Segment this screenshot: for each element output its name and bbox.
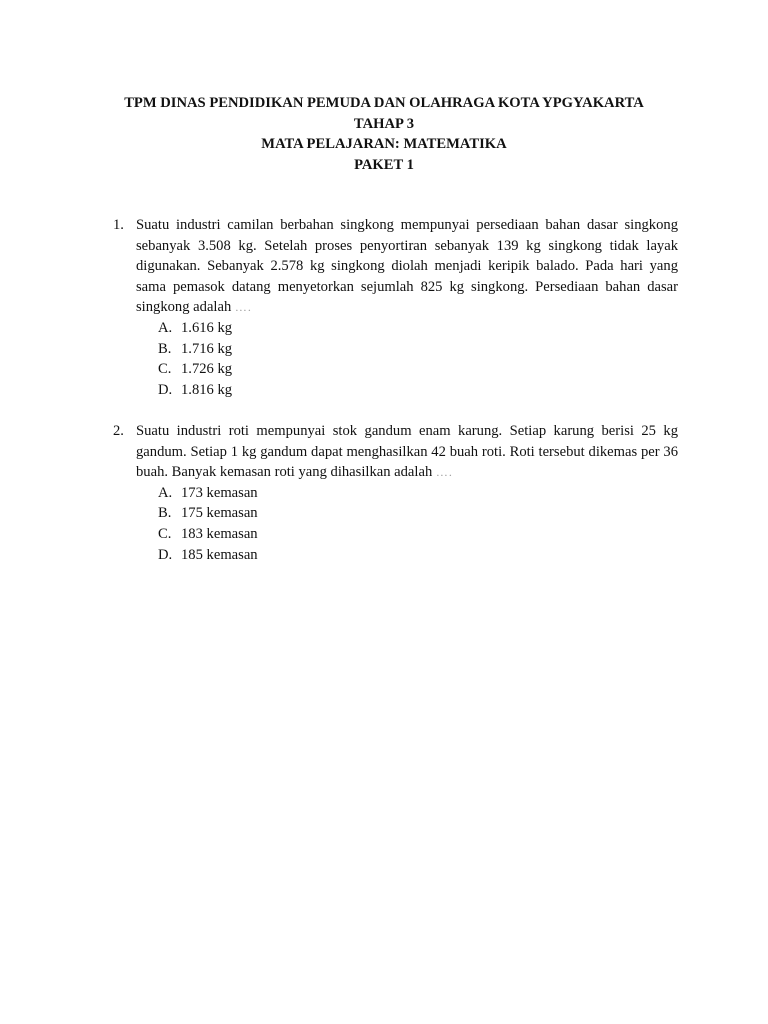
question-number: 1.	[113, 217, 124, 233]
option-d	[158, 380, 678, 401]
option-letter: C.	[158, 525, 172, 542]
option-text: 1.816 kg	[181, 381, 233, 398]
question-text	[136, 421, 678, 483]
option-c	[158, 524, 678, 545]
header-package: PAKET 1	[354, 156, 414, 173]
option-b	[158, 339, 678, 360]
option-letter: C.	[158, 361, 172, 378]
header-subject: MATA PELAJARAN: MATEMATIKA	[261, 136, 507, 152]
option-letter: B.	[158, 340, 172, 357]
answer-blank: ….	[234, 300, 252, 315]
question-1	[113, 215, 678, 400]
question-body: Suatu industri camilan berbahan singkong mempunyai persediaan bahan dasar singkong sebanyak 3.508 kg. Setelah proses penyortiran sebanyak 139 kg singkong tidak layak digunakan. Sebanyak 2.578 kg singkong diolah menjadi keripik balado. Pada hari yang sama pemasok datang menyetorkan sejumlah 825 kg singkong. Persediaan bahan dasar singkong adalah	[136, 217, 678, 316]
option-a	[158, 483, 678, 504]
option-a	[158, 318, 678, 339]
option-text: 173 kemasan	[181, 484, 258, 501]
question-text	[136, 215, 678, 318]
option-text: 1.716 kg	[181, 340, 233, 357]
option-list	[113, 318, 678, 400]
question-2	[113, 421, 678, 565]
option-c	[158, 359, 678, 380]
answer-blank: ….	[435, 465, 453, 480]
header-stage: TAHAP 3	[353, 115, 415, 132]
document-header	[0, 93, 768, 175]
option-text: 175 kemasan	[181, 505, 258, 522]
option-letter: A.	[158, 319, 173, 336]
option-text: 183 kemasan	[181, 525, 258, 542]
option-text: 1.616 kg	[181, 319, 233, 336]
option-letter: D.	[158, 546, 173, 563]
option-d	[158, 545, 678, 566]
option-letter: A.	[158, 484, 173, 501]
option-text: 1.726 kg	[181, 361, 233, 378]
option-text: 185 kemasan	[181, 546, 258, 563]
option-letter: B.	[158, 505, 172, 522]
option-letter: D.	[158, 381, 173, 398]
option-b	[158, 503, 678, 524]
option-list	[113, 483, 678, 565]
question-number: 2.	[113, 423, 124, 439]
header-institution: TPM DINAS PENDIDIKAN PEMUDA DAN OLAHRAGA KOTA YPGYAKARTA	[124, 95, 644, 111]
question-body: Suatu industri roti mempunyai stok gandum enam karung. Setiap karung berisi 25 kg gandum. Setiap 1 kg gandum dapat menghasilkan 42 buah roti. Roti tersebut dikemas per 36 buah. Banyak kemasan roti yang dihasilkan adalah	[136, 423, 678, 481]
